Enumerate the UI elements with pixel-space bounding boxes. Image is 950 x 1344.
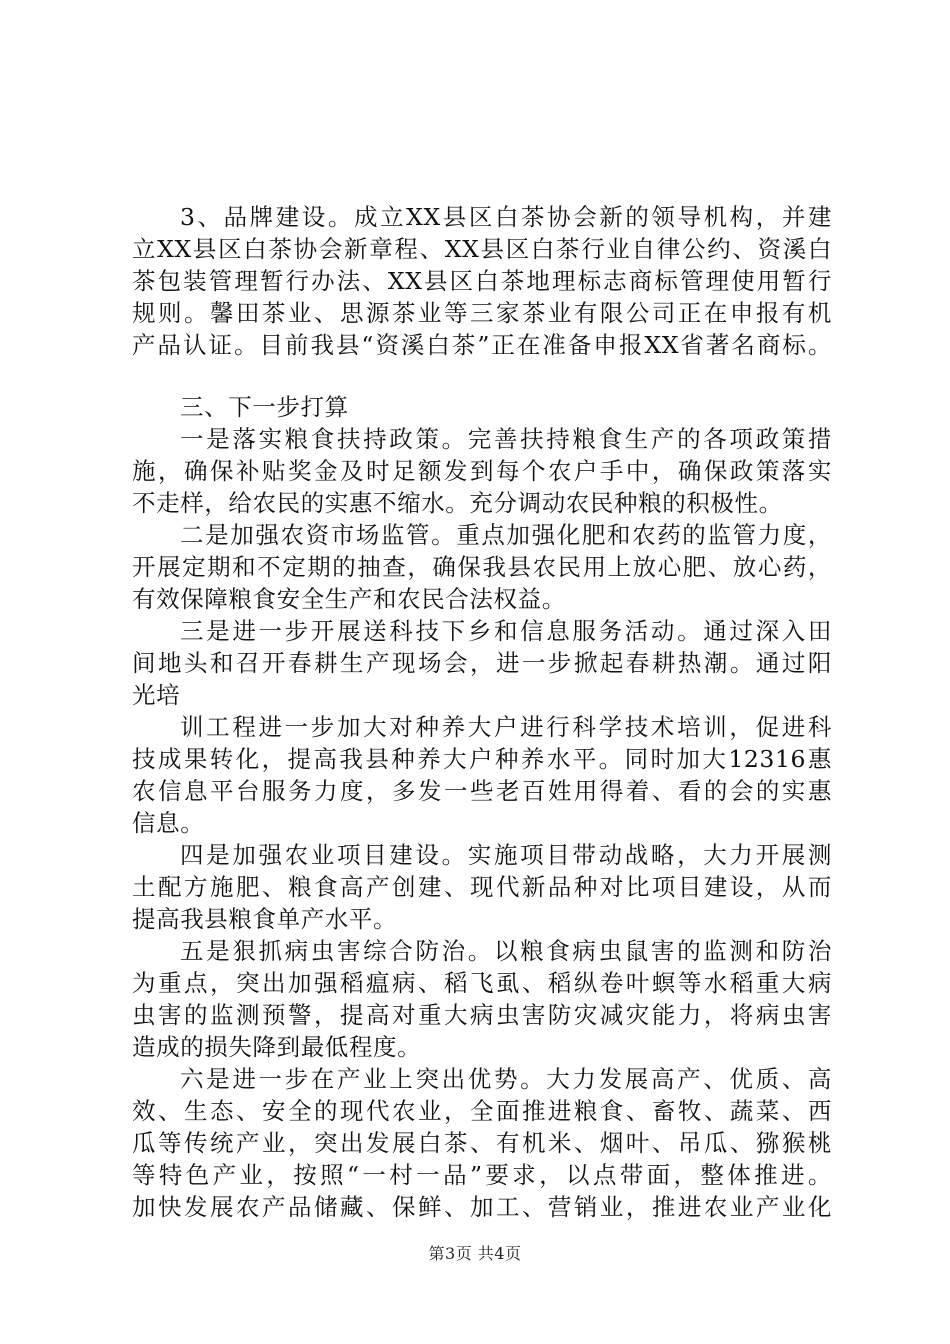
paragraph-line: 开展定期和不定期的抽查，确保我县农民用上放心肥、放心药， <box>132 553 832 581</box>
section-heading: 三、下一步打算 <box>180 393 349 421</box>
paragraph-line: 3、品牌建设。成立XX县区白茶协会新的领导机构，并建 <box>180 203 832 231</box>
paragraph-line: 技成果转化，提高我县种养大户种养水平。同时加大12316惠 <box>132 745 832 773</box>
paragraph-line: 效、生态、安全的现代农业，全面推进粮食、畜牧、蔬菜、西 <box>132 1097 832 1125</box>
paragraph-line: 信息。 <box>132 809 205 837</box>
paragraph-line: 茶包装管理暂行办法、XX县区白茶地理标志商标管理使用暂行 <box>132 267 832 295</box>
paragraph-line: 为重点，突出加强稻瘟病、稻飞虱、稻纵卷叶螟等水稻重大病 <box>132 969 832 997</box>
page-footer: 第3页 共4页 <box>428 1244 522 1263</box>
paragraph-line: 有效保障粮食安全生产和农民合法权益。 <box>132 585 566 613</box>
paragraph-line: 六是进一步在产业上突出优势。大力发展高产、优质、高 <box>180 1065 832 1093</box>
paragraph-line: 不走样，给农民的实惠不缩水。充分调动农民种粮的积极性。 <box>132 489 783 517</box>
paragraph-line: 间地头和召开春耕生产现场会，进一步掀起春耕热潮。通过阳 <box>132 649 832 677</box>
paragraph-line: 三是进一步开展送科技下乡和信息服务活动。通过深入田 <box>180 617 832 645</box>
paragraph-line: 等特色产业，按照“一村一品”要求，以点带面，整体推进。 <box>132 1161 832 1189</box>
paragraph-line: 光培 <box>132 681 181 709</box>
paragraph-line: 虫害的监测预警，提高对重大病虫害防灾减灾能力，将病虫害 <box>132 1001 832 1029</box>
paragraph-line: 土配方施肥、粮食高产创建、现代新品种对比项目建设，从而 <box>132 873 832 901</box>
paragraph-line: 产品认证。目前我县“资溪白茶”正在准备申报XX省著名商标。 <box>132 331 832 359</box>
paragraph-line: 农信息平台服务力度，多发一些老百姓用得着、看的会的实惠 <box>132 777 832 805</box>
paragraph-line: 瓜等传统产业，突出发展白茶、有机米、烟叶、吊瓜、猕猴桃 <box>132 1129 832 1157</box>
paragraph-line: 训工程进一步加大对种养大户进行科学技术培训，促进科 <box>180 713 832 741</box>
paragraph-line: 规则。馨田茶业、思源茶业等三家茶业有限公司正在申报有机 <box>132 299 832 327</box>
paragraph-line: 一是落实粮食扶持政策。完善扶持粮食生产的各项政策措 <box>180 425 832 453</box>
paragraph-line: 四是加强农业项目建设。实施项目带动战略，大力开展测 <box>180 841 832 869</box>
paragraph-line: 立XX县区白茶协会新章程、XX县区白茶行业自律公约、资溪白 <box>132 235 832 263</box>
paragraph-line: 提高我县粮食单产水平。 <box>132 905 398 933</box>
paragraph-line: 造成的损失降到最低程度。 <box>132 1033 422 1061</box>
paragraph-line: 五是狠抓病虫害综合防治。以粮食病虫鼠害的监测和防治 <box>180 937 832 965</box>
paragraph-line: 二是加强农资市场监管。重点加强化肥和农药的监管力度， <box>180 521 832 549</box>
paragraph-line: 加快发展农产品储藏、保鲜、加工、营销业，推进农业产业化 <box>132 1193 832 1221</box>
paragraph-line: 施，确保补贴奖金及时足额发到每个农户手中，确保政策落实 <box>132 457 832 485</box>
